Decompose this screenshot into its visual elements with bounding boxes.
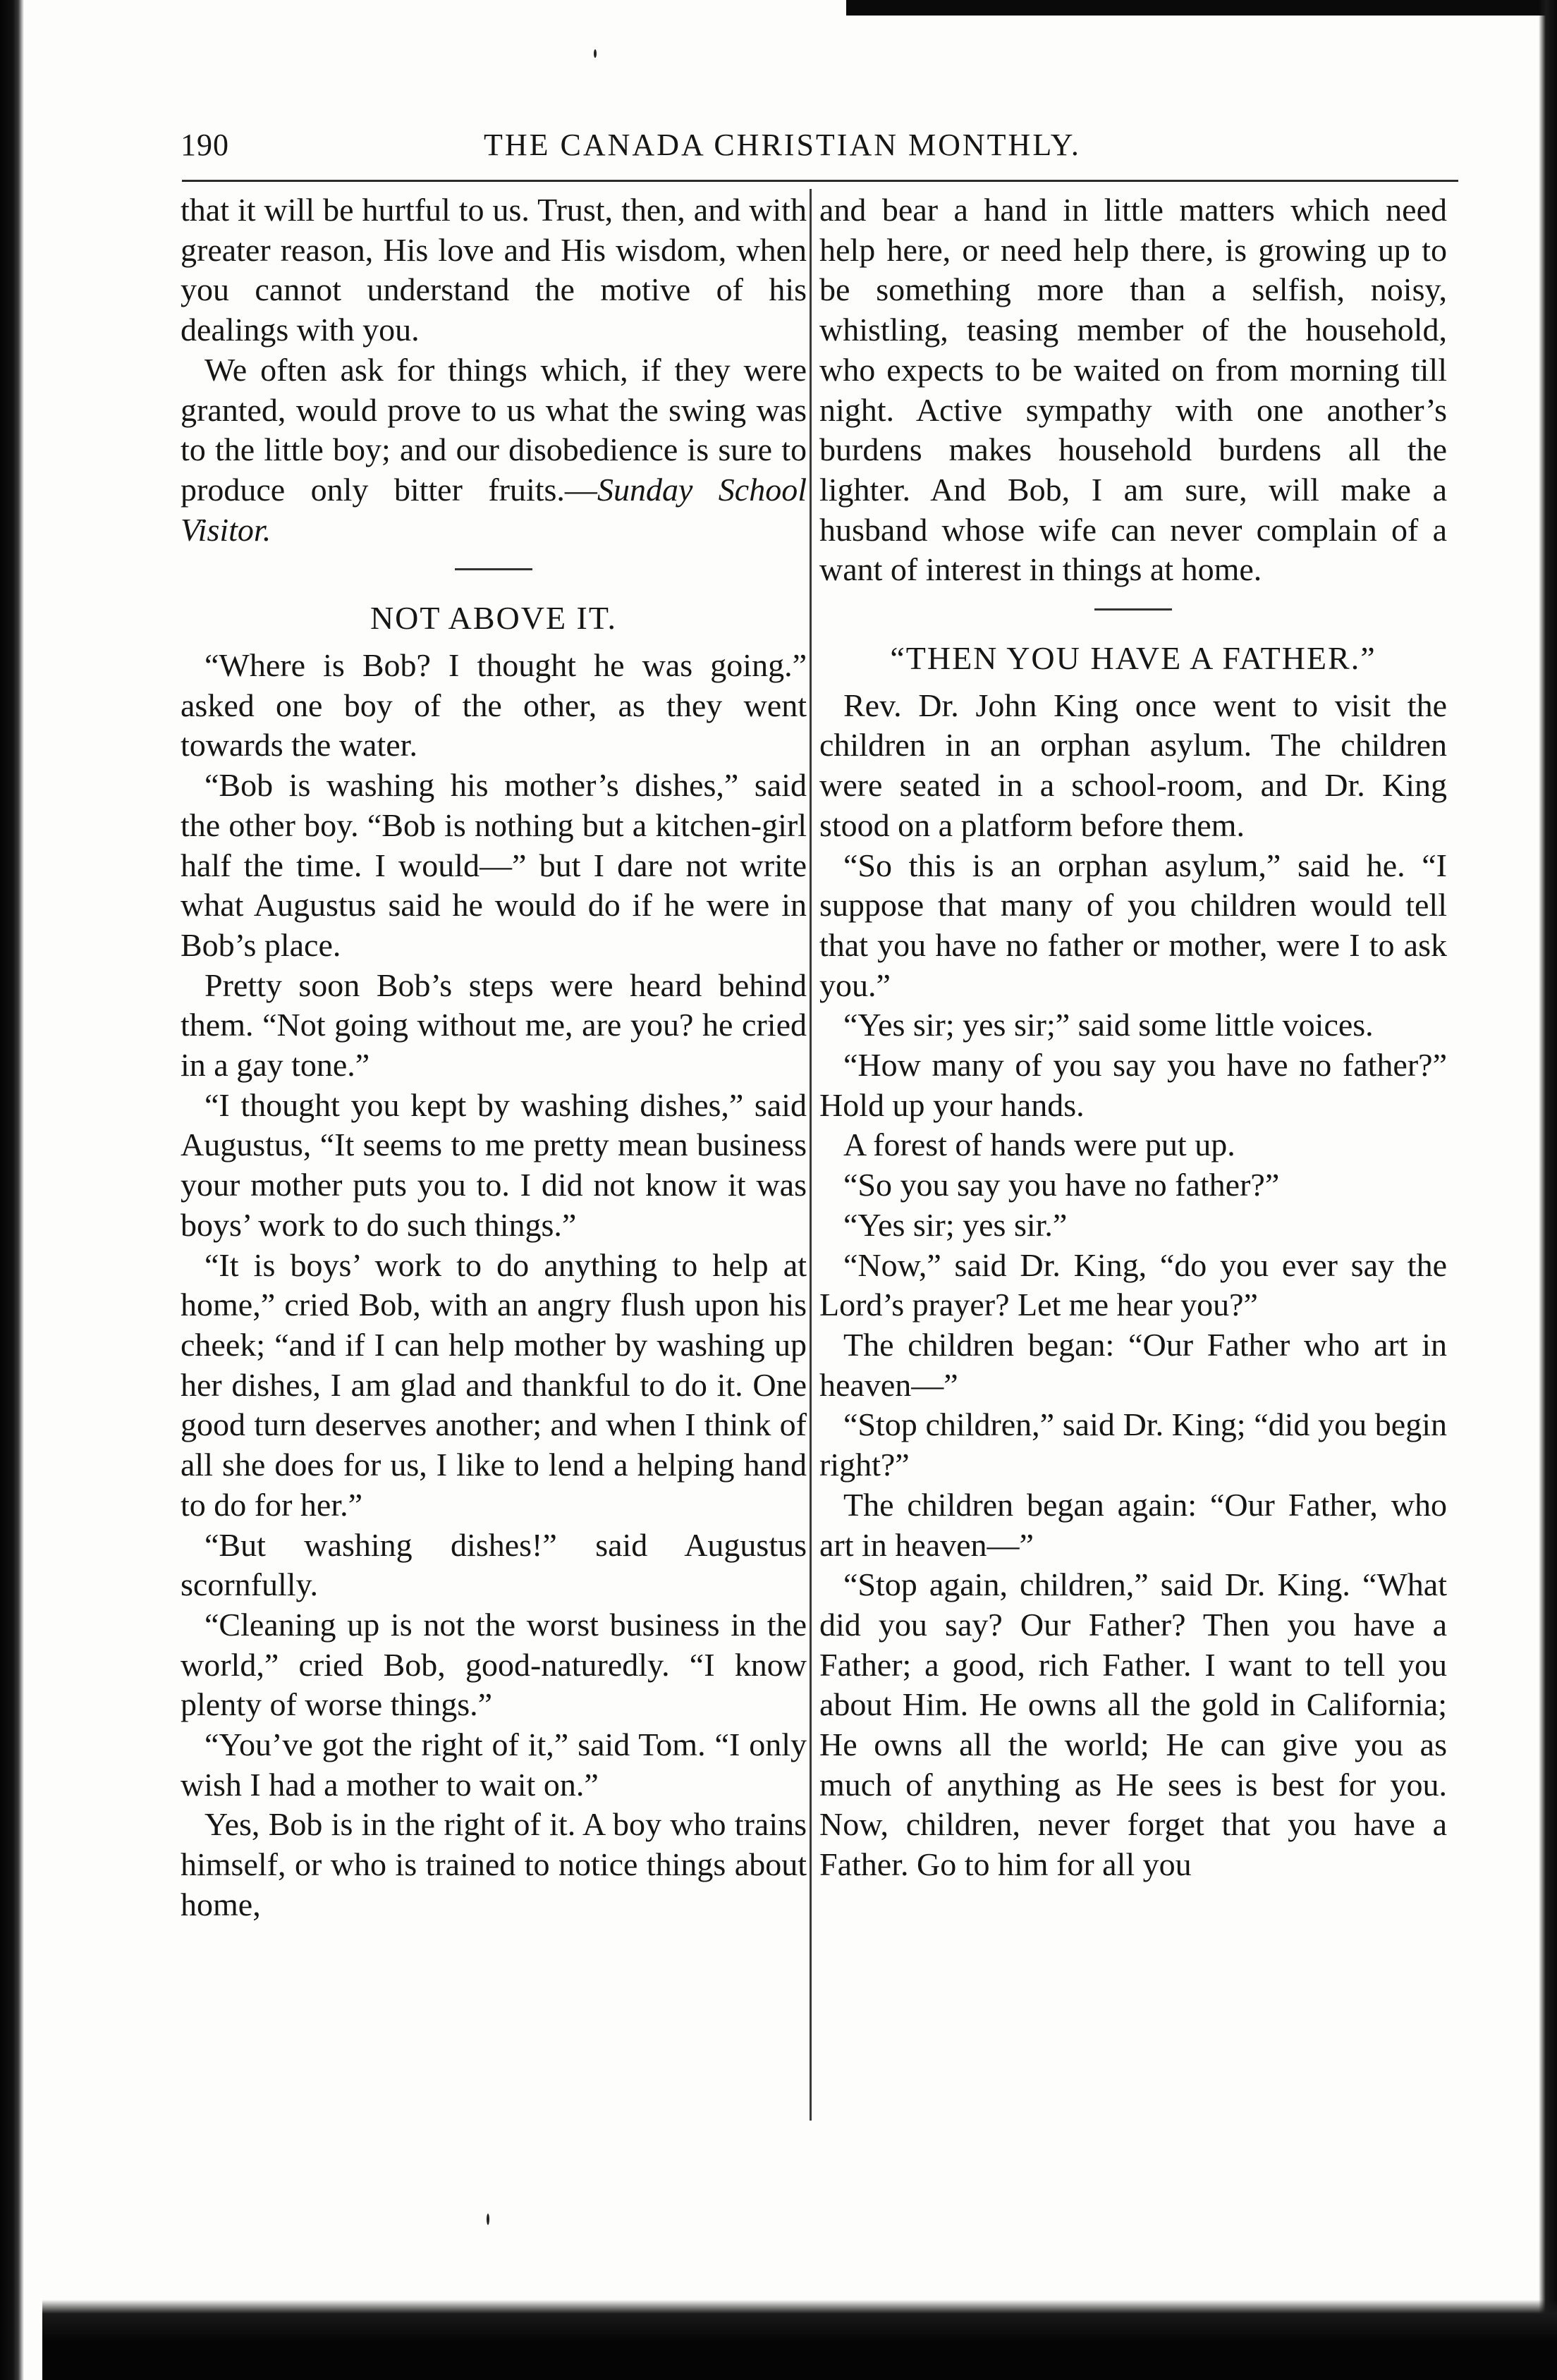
running-title: THE CANADA CHRISTIAN MONTHLY. (484, 128, 1081, 162)
article-paragraph: Pretty soon Bob’s steps were heard behind them. “Not going without me, are you? he cried in a gay tone.” (181, 967, 807, 1084)
column-divider (810, 189, 812, 2121)
article-paragraph: “I thought you kept by washing dishes,” said Augustus, “It seems to me pretty mean business your mother puts you to. I did not know it was boys’ work to do such things.” (181, 1086, 807, 1243)
article-paragraph: “Yes sir; yes sir;” said some little voices. (843, 1007, 1374, 1043)
article-paragraph: “Yes sir; yes sir.” (843, 1206, 1068, 1243)
article-heading: “THEN YOU HAVE A FATHER.” (890, 640, 1376, 677)
scan-speck (594, 49, 597, 58)
scan-speck (487, 2214, 489, 2225)
scan-edge-top (846, 0, 1557, 16)
article-paragraph: The children began again: “Our Father, who art in heaven—” (819, 1486, 1447, 1563)
article-paragraph: Rev. Dr. John King once went to visit the children in an orphan asylum. The children were seated in a school-room, and Dr. King stood on a platform before them. (819, 687, 1447, 843)
article-paragraph: “Stop children,” said Dr. King; “did you begin right?” (819, 1406, 1447, 1483)
continuation-paragraph: that it will be hurtful to us. Trust, then, and with greater reason, His love and His wisdom, when you cannot understand the motive of his dealings with you. (181, 192, 807, 348)
article-paragraph: “Where is Bob? I thought he was going.” asked one boy of the other, as they went towards the water. (181, 647, 807, 763)
page-header (181, 127, 1520, 176)
article-paragraph: A forest of hands were put up. (843, 1127, 1235, 1163)
header-rule (182, 180, 1458, 182)
section-separator (455, 568, 532, 570)
article-paragraph: “How many of you say you have no father?” Hold up your hands. (819, 1047, 1447, 1123)
source-attribution: Sunday School Visitor. (181, 471, 807, 548)
article-paragraph: Yes, Bob is in the right of it. A boy who trains himself, or who is trained to notice things about home, (181, 1806, 807, 1922)
left-column (181, 190, 807, 1925)
article-paragraph: The children began: “Our Father who art in heaven—” (819, 1326, 1447, 1403)
article-paragraph: “It is boys’ work to do anything to help at home,” cried Bob, with an angry flush upon his cheek; “and if I can help mother by washing up her dishes, I am glad and thankful to do it. One good turn deserves another; and when I think of all she does for us, I like to lend a helping hand to do for her.” (181, 1246, 807, 1523)
paragraph-text: We often ask for things which, if they were granted, would prove to us what the swing was to the little boy; and our disobedience is sure to produce only bitter fruits.— (181, 351, 807, 508)
article-paragraph: “So this is an orphan asylum,” said he. “I suppose that many of you children would tell that you have no father or mother, were I to ask you.” (819, 847, 1447, 1003)
article-paragraph: “You’ve got the right of it,” said Tom. “I only wish I had a mother to wait on.” (181, 1726, 807, 1803)
article-paragraph: “Cleaning up is not the worst business in the world,” cried Bob, good-naturedly. “I know plenty of worse things.” (181, 1606, 807, 1723)
article-paragraph: “Bob is washing his mother’s dishes,” said the other boy. “Bob is nothing but a kitchen-girl half the time. I would—” but I dare not write what Augustus said he would do if he were in Bob’s place. (181, 767, 807, 963)
spacer (181, 639, 807, 646)
article-paragraph: “So you say you have no father?” (843, 1167, 1280, 1203)
section-separator (1094, 608, 1172, 611)
page-number: 190 (181, 128, 229, 162)
scan-edge-right (1539, 0, 1557, 2380)
continuation-paragraph: and bear a hand in little matters which need help here, or need help there, is growing up to be something more than a selfish, noisy, whistling, teasing member of the household, who expects to be waited on from morning till night. Active sympathy with one another’s burdens makes household burdens all the lighter. And Bob, I am sure, will make a husband whose wife can never complain of a want of interest in things at home. (819, 192, 1447, 588)
continuation-paragraph (181, 350, 807, 551)
spacer (819, 679, 1447, 686)
article-paragraph: “Stop again, children,” said Dr. King. “What did you say? Our Father? Then you have a Father; a good, rich Father. I want to tell you about Him. He owns all the gold in California; He owns all the world; He can give you as much of anything as He sees is best for you. Now, children, never forget that you have a Father. Go to him for all you (819, 1566, 1447, 1883)
article-paragraph: “Now,” said Dr. King, “do you ever say the Lord’s prayer? Let me hear you?” (819, 1246, 1447, 1323)
right-column (819, 190, 1447, 1885)
scan-edge-left (0, 0, 24, 2380)
article-paragraph: “But washing dishes!” said Augustus scornfully. (181, 1526, 807, 1603)
scan-edge-bottom (42, 2300, 1557, 2380)
article-heading: NOT ABOVE IT. (370, 600, 618, 637)
